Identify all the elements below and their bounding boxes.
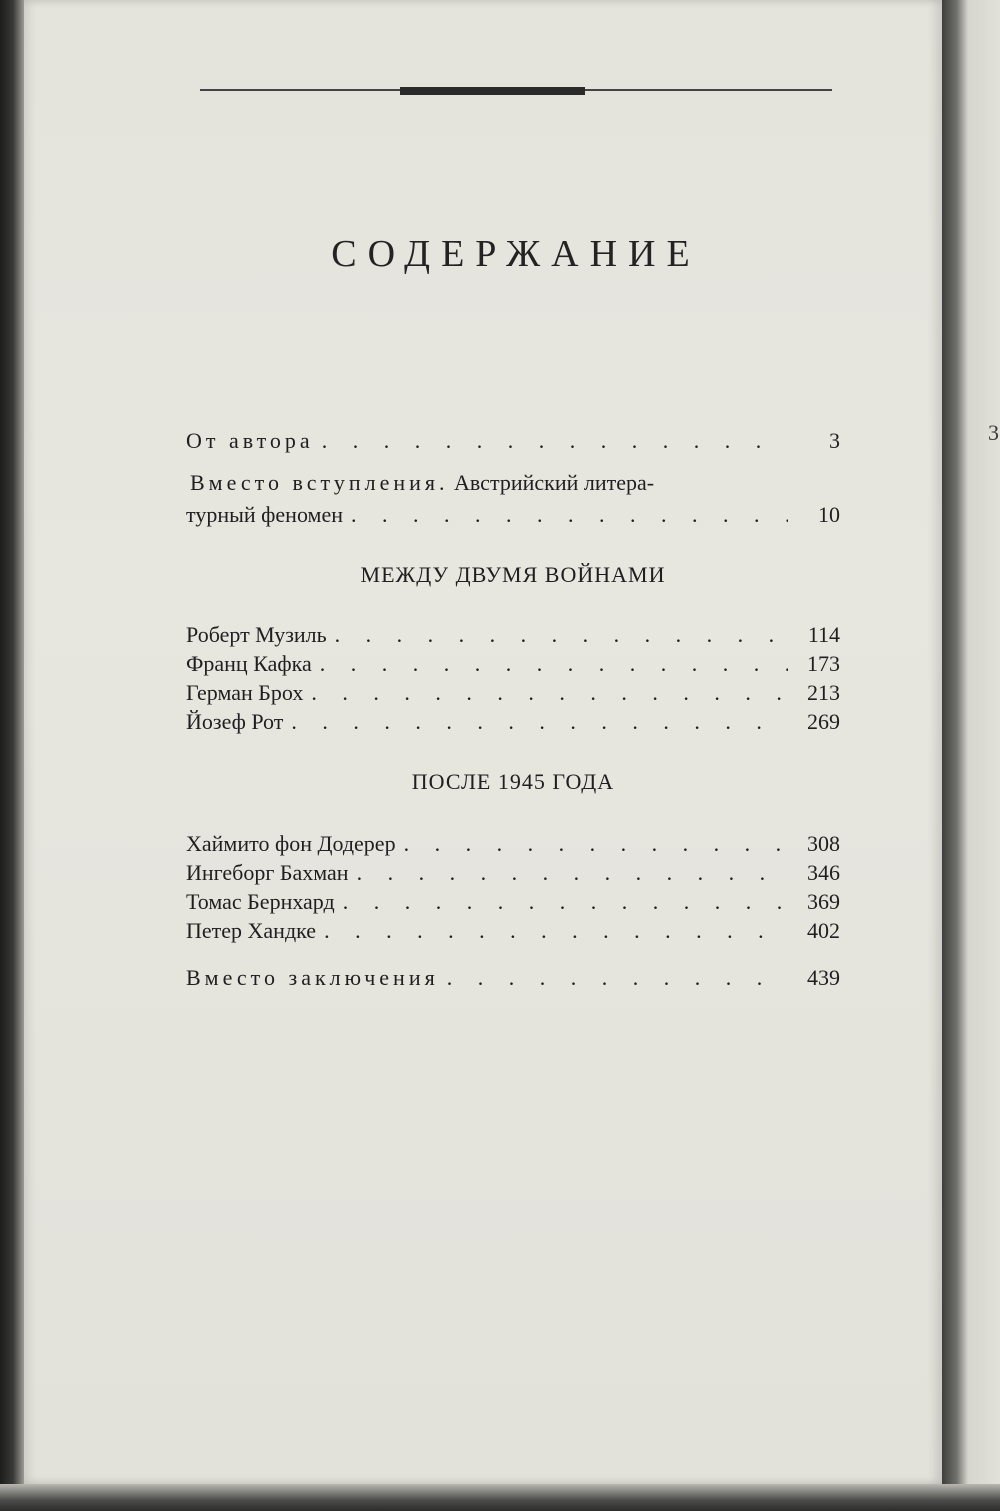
toc-entry-page: 213 [807, 680, 840, 705]
toc-entry-label: Ингеборг Бахман [186, 860, 349, 885]
toc-entry-page: 346 [807, 860, 840, 885]
toc-entry-label-rest: Австрийский литера- [454, 470, 655, 495]
toc-entry-label: Герман Брох [186, 680, 304, 705]
toc-leader-dots [322, 428, 788, 454]
toc-entry-label: Хаймито фон Додерер [186, 831, 396, 856]
toc-entry-introduction-line1 [190, 470, 770, 496]
toc-leader-dots [291, 709, 788, 735]
toc-entry-introduction [186, 502, 840, 528]
page-title: СОДЕРЖАНИЕ [331, 233, 701, 275]
book-spine [0, 0, 24, 1511]
toc-entry-page: 439 [807, 965, 840, 990]
toc-entry [186, 860, 840, 886]
toc-leader-dots [357, 860, 788, 886]
toc-entry-label: Томас Бернхард [186, 889, 335, 914]
toc-entry-label: Йозеф Рот [186, 709, 284, 734]
toc-entry-foreword [186, 428, 840, 454]
toc-entry-label-spaced: Вместо вступления. [190, 470, 449, 495]
toc-leader-dots [320, 651, 788, 677]
toc-entry-page: 114 [807, 622, 840, 647]
section-heading: МЕЖДУ ДВУМЯ ВОЙНАМИ [360, 562, 666, 587]
toc-entry-page: 402 [807, 918, 840, 943]
toc-entry [186, 831, 840, 857]
toc-entry-label: Вместо заключения [186, 965, 439, 990]
facing-page-number: 3 [988, 420, 999, 445]
toc-leader-dots [351, 502, 788, 528]
section-heading: ПОСЛЕ 1945 ГОДА [411, 769, 615, 794]
toc-leader-dots [324, 918, 788, 944]
toc-entry-conclusion [186, 965, 840, 991]
decorative-rule [200, 83, 832, 97]
toc-entry-page: 10 [818, 502, 840, 527]
book-page [24, 0, 942, 1484]
toc-leader-dots [335, 622, 788, 648]
toc-entry-page: 308 [807, 831, 840, 856]
toc-entry [186, 622, 840, 648]
toc-entry [186, 889, 840, 915]
toc-entry [186, 918, 840, 944]
toc-entry-page: 173 [807, 651, 840, 676]
toc-entry-label: От автора [186, 428, 314, 453]
toc-entry-label: Франц Кафка [186, 651, 312, 676]
page-bottom-edge [0, 1484, 1000, 1511]
facing-page-edge [942, 0, 1000, 1511]
toc-entry [186, 651, 840, 677]
toc-entry-label: Петер Хандке [186, 918, 317, 943]
toc-leader-dots [447, 965, 788, 991]
toc-entry [186, 680, 840, 706]
toc-entry-page: 269 [807, 709, 840, 734]
toc-entry-page: 369 [807, 889, 840, 914]
rule-thick-line [400, 87, 585, 95]
toc-leader-dots [404, 831, 788, 857]
toc-leader-dots [311, 680, 788, 706]
toc-leader-dots [343, 889, 788, 915]
toc-entry-label: турный феномен [186, 502, 343, 527]
toc-entry [186, 709, 840, 735]
toc-entry-page: 3 [829, 428, 840, 453]
toc-entry-label: Роберт Музиль [186, 622, 327, 647]
